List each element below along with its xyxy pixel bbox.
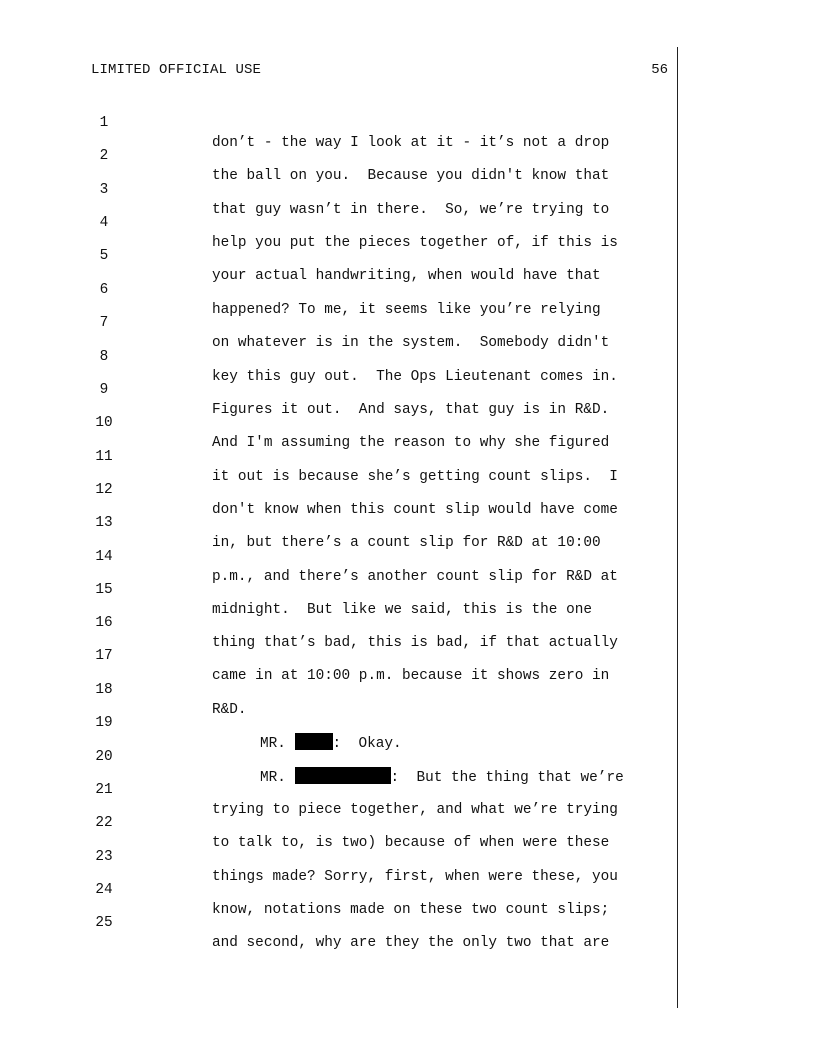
line-text: know, notations made on these two count slips; xyxy=(212,902,610,918)
speaker-title: MR. xyxy=(260,770,295,786)
line-text: in, but there’s a count slip for R&D at 10:00 xyxy=(212,535,601,551)
transcript-line xyxy=(0,493,816,551)
line-text: midnight. But like we said, this is the one xyxy=(212,602,592,618)
transcript-line xyxy=(0,293,816,351)
line-text: And I'm assuming the reason to why she figured xyxy=(212,435,610,451)
line-number: 6 xyxy=(99,282,109,298)
line-number: 22 xyxy=(95,815,113,831)
line-text: happened? To me, it seems like you’re relying xyxy=(212,302,601,318)
classification-header: LIMITED OFFICIAL USE xyxy=(91,62,262,78)
line-number: 18 xyxy=(95,682,113,698)
line-number: 14 xyxy=(95,549,113,565)
transcript-line xyxy=(0,626,816,684)
line-text: the ball on you. Because you didn't know that xyxy=(212,168,610,184)
line-text: it out is because she’s getting count slips. I xyxy=(212,469,618,485)
transcript-line xyxy=(0,427,816,485)
line-number: 10 xyxy=(95,415,113,431)
line-text: R&D. xyxy=(212,702,247,718)
line-text: help you put the pieces together of, if this is xyxy=(212,235,618,251)
line-number: 25 xyxy=(95,915,113,931)
line-number: 3 xyxy=(99,182,109,198)
transcript-line xyxy=(0,760,816,818)
line-number: 15 xyxy=(95,582,113,598)
transcript-line xyxy=(0,793,816,851)
line-text: don’t - the way I look at it - it’s not a drop xyxy=(212,135,610,151)
line-number: 4 xyxy=(99,215,109,231)
transcript-line xyxy=(0,893,816,951)
line-number: 11 xyxy=(95,449,113,465)
transcript-line xyxy=(0,660,816,718)
line-number: 1 xyxy=(99,115,109,131)
line-number: 21 xyxy=(95,782,113,798)
speaker-text: : But the thing that we’re xyxy=(390,770,624,786)
transcript-line xyxy=(0,693,816,752)
transcript-line xyxy=(0,360,816,418)
line-text: came in at 10:00 p.m. because it shows zero in xyxy=(212,668,610,684)
line-number: 17 xyxy=(95,648,113,664)
transcript-line xyxy=(0,93,816,151)
line-text: and second, why are they the only two that are xyxy=(212,935,610,951)
line-number: 20 xyxy=(95,749,113,765)
line-number: 19 xyxy=(95,715,113,731)
transcript-line xyxy=(0,193,816,251)
transcript-line xyxy=(0,327,816,385)
transcript-line xyxy=(0,560,816,618)
transcript-line xyxy=(0,126,816,184)
line-text: don't know when this count slip would have come xyxy=(212,502,618,518)
line-number: 12 xyxy=(95,482,113,498)
line-text: your actual handwriting, when would have that xyxy=(212,268,601,284)
transcript-line xyxy=(0,527,816,585)
line-number: 9 xyxy=(99,382,109,398)
line-number: 16 xyxy=(95,615,113,631)
line-number: 13 xyxy=(95,515,113,531)
line-number: 7 xyxy=(99,315,109,331)
transcript-line xyxy=(0,593,816,651)
line-text: to talk to, is two) because of when were these xyxy=(212,835,610,851)
transcript-line xyxy=(0,393,816,451)
transcript-line xyxy=(0,226,816,284)
line-number: 23 xyxy=(95,849,113,865)
speaker-text: : Okay. xyxy=(332,736,402,752)
line-number: 2 xyxy=(99,148,109,164)
transcript-line xyxy=(0,460,816,518)
line-number: 8 xyxy=(99,349,109,365)
page-number: 56 xyxy=(651,62,668,78)
line-number: 5 xyxy=(99,248,109,264)
line-text: thing that’s bad, this is bad, if that actually xyxy=(212,635,618,651)
line-text: Figures it out. And says, that guy is in R&D. xyxy=(212,402,610,418)
transcript-line xyxy=(0,860,816,918)
transcript-line xyxy=(0,727,816,786)
line-text: things made? Sorry, first, when were these, you xyxy=(212,869,618,885)
line-text: that guy wasn’t in there. So, we’re trying to xyxy=(212,202,610,218)
line-text: key this guy out. The Ops Lieutenant comes in. xyxy=(212,369,618,385)
line-text: on whatever is in the system. Somebody didn't xyxy=(212,335,610,351)
line-text: trying to piece together, and what we’re trying xyxy=(212,802,618,818)
transcript-line xyxy=(0,160,816,218)
transcript-line xyxy=(0,827,816,885)
line-number: 24 xyxy=(95,882,113,898)
speaker-title: MR. xyxy=(260,736,295,752)
transcript-line xyxy=(0,260,816,318)
line-text: p.m., and there’s another count slip for R&D at xyxy=(212,569,618,585)
